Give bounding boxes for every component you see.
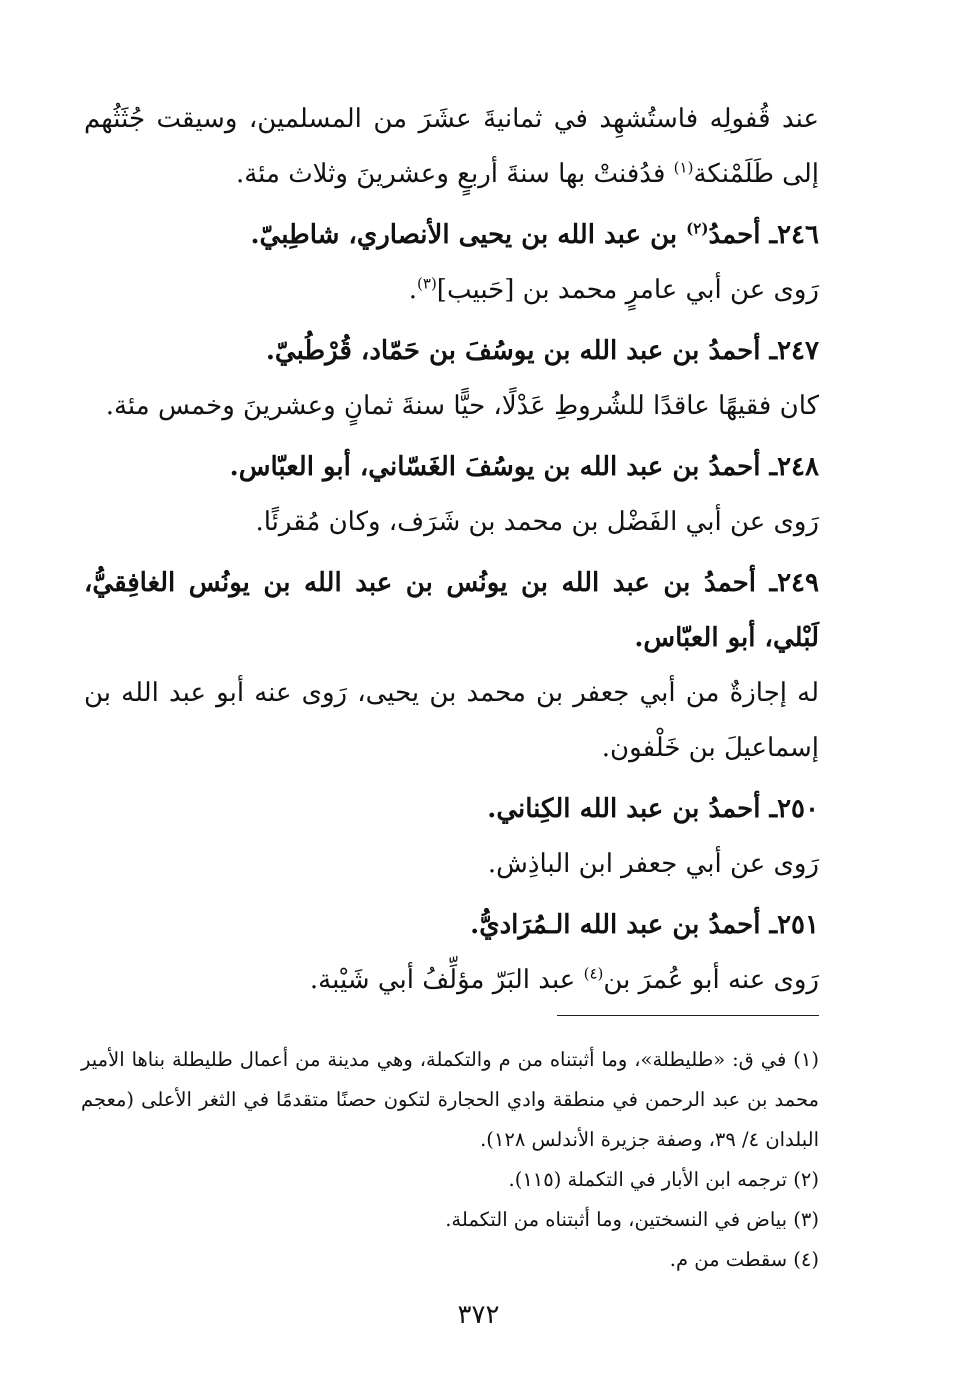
footnote-separator — [557, 1015, 819, 1016]
footnote-ref-1[interactable]: (١) — [673, 158, 694, 177]
entry-body-246-end: . — [408, 275, 418, 305]
entry-body-248: رَوى عن أبي الفَضْل بن محمد بن شَرَف، وكان مُقرئًا. — [255, 507, 819, 537]
entry-body-251-rest: عبد البَرّ مؤلِّفُ أبي شَيْبة. — [309, 965, 584, 995]
entry-heading-250: ٢٥٠ـ أحمدُ بن عبد الله الكِناني. — [487, 794, 819, 824]
page-number: ٣٧٢ — [457, 1300, 500, 1330]
intro-line1: عند قُفولِه فاستُشهِد في ثمانيةَ عشَرَ من المسلمين، وسيقت جُثَثُهم إلى طَلَمْنكة — [84, 104, 819, 189]
entry-body-249: له إجازةٌ من أبي جعفر بن محمد بن يحيى، رَوى عنه أبو عبد الله بن إسماعيلَ بن خَلْفون. — [84, 678, 819, 763]
footnote-3: (٣) بياض في النسختين، وما أثبتناه من التكملة. — [445, 1208, 819, 1231]
footnote-ref-3[interactable]: (٣) — [417, 274, 437, 293]
main-text — [84, 92, 819, 1008]
intro-line2: فدُفنتْ بها سنةَ أربعٍ وعشرينَ وثلاث مئة. — [235, 159, 666, 189]
intro-paragraph — [84, 92, 819, 202]
entry-heading-246 — [84, 208, 819, 263]
entry-heading-246-rest: بن عبد الله بن يحيى الأنصاري، شاطِبيّ. — [250, 220, 687, 250]
entry-heading-246-text: ٢٤٦ـ أحمدُ — [708, 220, 819, 250]
entry-body-250: رَوى عن أبي جعفر ابن الباذِش. — [487, 849, 819, 879]
footnote-2: (٢) ترجمه ابن الأبار في التكملة (١١٥). — [508, 1168, 819, 1191]
entry-body-246-text: رَوى عن أبي عامرٍ محمد بن [حَبيب] — [436, 275, 819, 305]
footnotes — [81, 1040, 819, 1280]
entry-body-247: كان فقيهًا عاقدًا للشُروطِ عَدْلًا، حيًّا سنةَ ثمانٍ وعشرينَ وخمس مئة. — [105, 391, 819, 421]
footnote-ref-4[interactable]: (٤) — [583, 964, 604, 983]
entry-heading-251: ٢٥١ـ أحمدُ بن عبد الله الـمُرَاديُّ. — [470, 910, 819, 940]
footnote-ref-2[interactable]: (٢) — [686, 219, 709, 238]
footnote-4: (٤) سقطت من م. — [669, 1248, 819, 1271]
footnote-1: (١) في ق: «طليطلة»، وما أثبتناه من م والتكملة، وهي مدينة من أعمال طليطلة بناها الأمير محمد بن عبد الرحمن في منطقة وادي الحجارة لتكون حصنًا متقدمًا في الثغر الأعلى (معجم البلدان ٤/ ٣٩، وصفة جزيرة الأندلس ١٢٨). — [81, 1048, 819, 1151]
entry-body-251 — [84, 953, 819, 1008]
entry-body-246 — [84, 263, 819, 318]
entry-body-251-text: رَوى عنه أبو عُمرَ بن — [603, 965, 819, 995]
entry-heading-248: ٢٤٨ـ أحمدُ بن عبد الله بن يوسُفَ الغَسّاني، أبو العبّاس. — [229, 452, 819, 482]
entry-heading-247: ٢٤٧ـ أحمدُ بن عبد الله بن يوسُفَ بن حَمّاد، قُرْطُبيّ. — [265, 336, 819, 366]
entry-heading-249: ٢٤٩ـ أحمدُ بن عبد الله بن يونُس بن عبد الله بن يونُس الغافِقيُّ، لَبْلي، أبو العبّاس. — [84, 568, 819, 653]
